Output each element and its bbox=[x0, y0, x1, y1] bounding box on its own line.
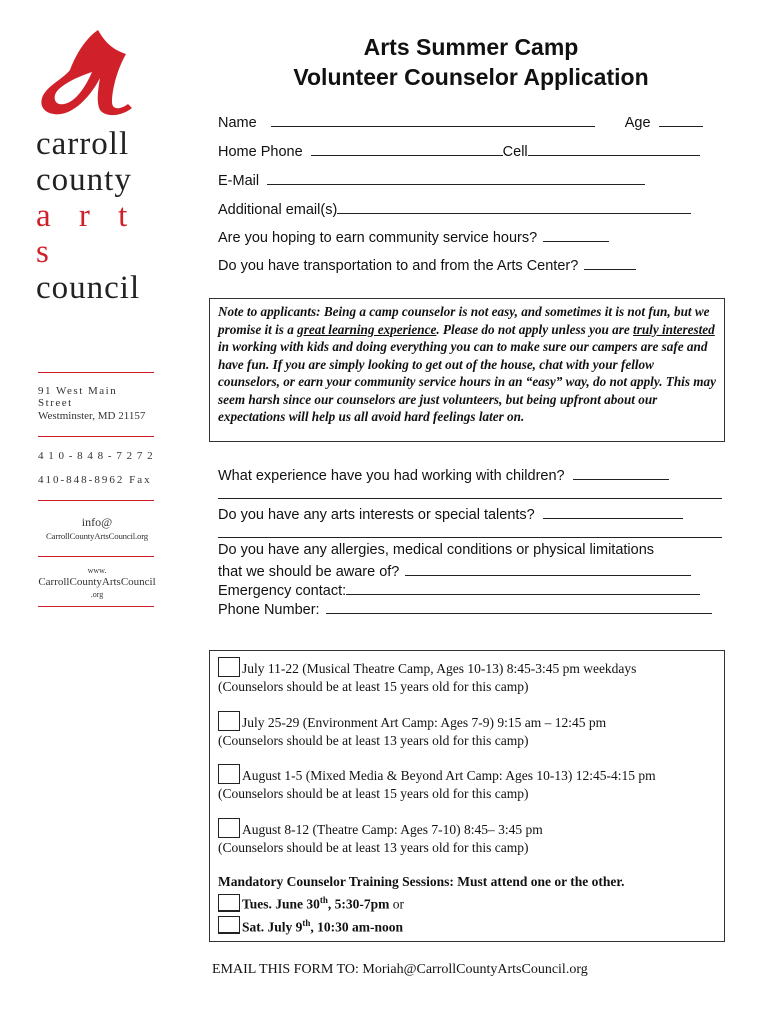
experience-field[interactable] bbox=[573, 465, 669, 480]
sidebar-divider bbox=[38, 556, 154, 557]
email-label: E-Mail bbox=[218, 173, 260, 189]
age-label: Age bbox=[624, 115, 651, 131]
camp-4-checkbox[interactable] bbox=[218, 818, 240, 838]
camp-option-3 bbox=[218, 764, 656, 803]
cell-field[interactable] bbox=[528, 141, 700, 156]
note-to-applicants bbox=[209, 298, 725, 442]
allergies-label-2: that we should be aware of? bbox=[218, 564, 400, 580]
camp-option-4 bbox=[218, 818, 543, 857]
camp-option-2 bbox=[218, 711, 606, 750]
experience-row bbox=[218, 465, 669, 484]
additional-email-field[interactable] bbox=[337, 199, 691, 214]
note-text: . Please do not apply unless you are bbox=[436, 321, 634, 337]
service-hours-label: Are you hoping to earn community service hours? bbox=[218, 230, 538, 246]
phone-row bbox=[218, 141, 700, 160]
camp-2-checkbox[interactable] bbox=[218, 711, 240, 731]
talents-row bbox=[218, 504, 683, 523]
email-line-1: info@ bbox=[81, 515, 113, 529]
phone-number-row bbox=[218, 599, 712, 618]
training-heading: Mandatory Counselor Training Sessions: Must attend one or the other. bbox=[218, 874, 625, 889]
sidebar bbox=[36, 24, 158, 306]
title-line-1: Arts Summer Camp bbox=[363, 34, 579, 60]
sidebar-divider bbox=[38, 436, 154, 437]
sidebar-divider bbox=[38, 606, 154, 607]
service-hours-field[interactable] bbox=[543, 227, 609, 242]
camp-option-1 bbox=[218, 657, 636, 696]
training-session-1 bbox=[218, 891, 625, 914]
note-text: in working with kids and doing everything you can to make sure our campers are safe and have fun. If you are simply looking to get out of the house, chat with your fellow counselors, or earn your community service hours in an “easy” way, do not apply. This may seem harsh since our counselors are just volunteers, but being upfront about our expectations will help us all avoid hard feelings later on. bbox=[218, 339, 716, 424]
org-line-council: council bbox=[36, 270, 141, 306]
phone-number-field[interactable] bbox=[326, 599, 712, 614]
arts-council-logo-icon bbox=[36, 24, 146, 120]
service-hours-row bbox=[218, 227, 609, 246]
org-name bbox=[36, 126, 158, 306]
note-text: Note to applicants: Being a camp counselor is not easy, and sometimes it is not fun, but we promise it is a bbox=[218, 304, 710, 337]
name-row bbox=[218, 112, 703, 131]
talents-field[interactable] bbox=[543, 504, 683, 519]
cell-label: Cell bbox=[502, 144, 528, 160]
talents-field-extra[interactable] bbox=[218, 523, 722, 538]
email-form-instruction: EMAIL THIS FORM TO: Moriah@CarrollCountyArtsCouncil.org bbox=[212, 962, 588, 977]
home-phone-field[interactable] bbox=[311, 141, 503, 156]
org-line-county: county bbox=[36, 162, 132, 198]
sidebar-divider bbox=[38, 500, 154, 501]
email-line-2: CarrollCountyArtsCouncil.org bbox=[46, 531, 148, 541]
emergency-label: Emergency contact: bbox=[218, 583, 347, 599]
transport-field[interactable] bbox=[584, 255, 636, 270]
additional-email-row bbox=[218, 199, 691, 218]
phone-number-label: Phone Number: bbox=[218, 602, 320, 618]
allergies-field[interactable] bbox=[405, 561, 691, 576]
fax-number: 410-848-8962 Fax bbox=[38, 474, 152, 486]
training-or: or bbox=[389, 896, 405, 912]
training-2-checkbox[interactable] bbox=[218, 916, 240, 934]
additional-email-label: Additional email(s) bbox=[218, 202, 338, 218]
training-sessions bbox=[218, 873, 625, 936]
emergency-field[interactable] bbox=[346, 580, 700, 595]
camp-selection-box bbox=[209, 650, 725, 942]
experience-line-2 bbox=[218, 484, 722, 503]
title-line-2: Volunteer Counselor Application bbox=[293, 64, 649, 90]
org-line-arts: a r t s bbox=[36, 198, 138, 270]
email-field[interactable] bbox=[267, 170, 645, 185]
training-1-date: Tues. June 30 bbox=[242, 896, 320, 912]
allergies-row-2 bbox=[218, 561, 691, 580]
phone-number: 4 1 0 - 8 4 8 - 7 2 7 2 bbox=[38, 450, 154, 462]
training-session-2 bbox=[218, 914, 625, 937]
training-2-time: , 10:30 am-noon bbox=[310, 919, 404, 934]
home-phone-label: Home Phone bbox=[218, 144, 303, 160]
sidebar-divider bbox=[38, 372, 154, 373]
email-row bbox=[218, 170, 645, 189]
talents-label: Do you have any arts interests or special talents? bbox=[218, 507, 535, 523]
camp-1-title: July 11-22 (Musical Theatre Camp, Ages 10-13) 8:45-3:45 pm weekdays bbox=[242, 661, 637, 676]
note-emphasis: great learning experience bbox=[297, 321, 437, 337]
camp-2-title: July 25-29 (Environment Art Camp: Ages 7-9) 9:15 am – 12:45 pm bbox=[242, 715, 607, 730]
emergency-row bbox=[218, 580, 700, 599]
training-2-date: Sat. July 9 bbox=[242, 919, 303, 934]
camp-4-note: (Counselors should be at least 13 years old for this camp) bbox=[218, 840, 529, 855]
web-line-2: CarrollCountyArtsCouncil bbox=[38, 576, 156, 588]
training-1-checkbox[interactable] bbox=[218, 894, 240, 912]
web-line-3: .org bbox=[90, 590, 104, 599]
age-field[interactable] bbox=[659, 112, 703, 127]
allergies-label-1: Do you have any allergies, medical conditions or physical limitations bbox=[218, 542, 655, 558]
page-title bbox=[216, 32, 726, 92]
address-line-2: Westminster, MD 21157 bbox=[38, 410, 146, 422]
training-1-time: , 5:30-7pm bbox=[327, 896, 390, 912]
org-line-carroll: carroll bbox=[36, 126, 130, 162]
training-1-sup: th bbox=[319, 895, 328, 905]
camp-4-title: August 8-12 (Theatre Camp: Ages 7-10) 8:45– 3:45 pm bbox=[242, 822, 543, 837]
camp-3-checkbox[interactable] bbox=[218, 764, 240, 784]
training-2-sup: th bbox=[302, 917, 311, 928]
name-label: Name bbox=[218, 115, 257, 131]
camp-1-note: (Counselors should be at least 15 years old for this camp) bbox=[218, 679, 529, 694]
talents-line-2 bbox=[218, 523, 722, 542]
camp-3-note: (Counselors should be at least 15 years old for this camp) bbox=[218, 786, 529, 801]
experience-field-extra[interactable] bbox=[218, 484, 722, 499]
name-field[interactable] bbox=[271, 112, 595, 127]
note-emphasis: truly interested bbox=[633, 321, 715, 337]
camp-3-title: August 1-5 (Mixed Media & Beyond Art Camp: Ages 10-13) 12:45-4:15 pm bbox=[242, 768, 656, 783]
camp-1-checkbox[interactable] bbox=[218, 657, 240, 677]
transport-label: Do you have transportation to and from the Arts Center? bbox=[218, 258, 579, 274]
address-line-1: 91 West Main Street bbox=[38, 385, 118, 409]
transport-row bbox=[218, 255, 636, 274]
allergies-row-1 bbox=[218, 542, 654, 558]
web-line-1: www. bbox=[87, 566, 107, 575]
camp-2-note: (Counselors should be at least 13 years old for this camp) bbox=[218, 733, 529, 748]
experience-label: What experience have you had working with children? bbox=[218, 468, 565, 484]
